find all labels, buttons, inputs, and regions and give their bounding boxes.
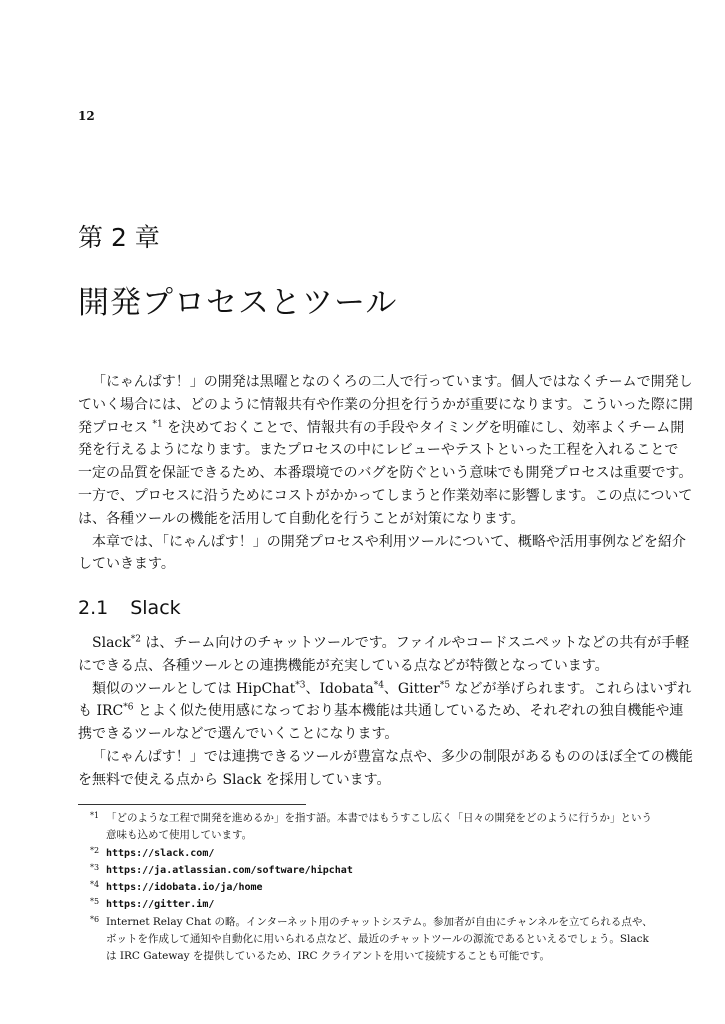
footnote-line [78, 896, 658, 913]
text-run: を決めておくことで、情報共有の手段やタイミングを明確にし、効率よくチーム開 [162, 419, 685, 436]
footnote-ref[interactable]: *4 [373, 679, 384, 690]
footnote-url[interactable]: https://idobata.io/ja/home [106, 882, 263, 894]
footnote-ref[interactable]: *3 [295, 679, 306, 690]
chapter-label: 第 2 章 [78, 223, 160, 252]
footnote-mark: *6 [90, 914, 100, 924]
footnote-text: は IRC Gateway を提供しているため、IRC クライアントを用いて接続することも可能です。 [106, 950, 550, 963]
text-run: などが挙げられます。これらはいずれ [450, 680, 692, 697]
text-line [78, 723, 650, 746]
footnote-url[interactable]: https://slack.com/ [106, 847, 215, 859]
footnote-line [78, 862, 658, 879]
footnote-mark: *2 [90, 845, 100, 855]
footnote-line [78, 931, 658, 948]
footnote-mark: *1 [90, 811, 100, 820]
text-run: 発を行えるようになります。またプロセスの中にレビューやテストといった工程を入れることで [78, 442, 679, 459]
page-number: 12 [78, 109, 95, 123]
footnotes [78, 810, 658, 966]
footnote-text: 意味も込めて使用しています。 [106, 829, 253, 842]
footnote-rule [78, 804, 306, 805]
footnote-line [78, 879, 658, 896]
text-line [78, 371, 693, 394]
text-run: ていく場合には、どのように情報共有や作業の分担を行うかが重要になります。こういった際に開 [78, 396, 693, 413]
text-run: 一方で、プロセスに沿うためにコストがかかってしまうと作業効率に影響します。この点について [78, 487, 693, 504]
text-line [78, 632, 690, 655]
footnote-text: Internet Relay Chat の略。インターネット用のチャットシステム。参加者が自由にチャンネルを立てられる点や、 [106, 915, 653, 928]
text-line [78, 769, 650, 792]
text-run: 類似のツールとしては HipChat [92, 680, 296, 697]
section-number: 2.1 [78, 597, 109, 619]
text-line [78, 439, 679, 462]
footnote-text: ボットを作成して通知や自動化に用いられる点など、最近のチャットツールの源流であるといえるでしょう。Slack [106, 933, 649, 946]
text-line [78, 485, 693, 508]
chapter-title: 開発プロセスとツール [78, 285, 398, 321]
text-line [78, 700, 684, 723]
text-run: も IRC [78, 703, 124, 720]
section-heading [78, 597, 203, 619]
slack-paragraphs [78, 632, 693, 792]
text-run: は、各種ツールの機能を活用して自動化を行うことが対策になります。 [78, 510, 525, 527]
text-run: 一定の品質を保証できるため、本番環境でのバグを防ぐという意味でも開発プロセスは重要です。 [78, 465, 693, 482]
text-run: を無料で使える点から Slack を採用しています。 [78, 771, 391, 788]
text-run: 本章では、「にゃんぱす！」の開発プロセスや利用ツールについて、概略や活用事例などを紹介 [92, 533, 686, 550]
text-line [78, 553, 650, 576]
footnote-line [78, 810, 658, 827]
footnote-text: 「どのような工程で開発を進めるか」を指す語。本書ではもうすこし広く「日々の開発をどのように行うか」という [106, 812, 652, 824]
text-run: 、Gitter [383, 680, 440, 697]
footnote-url[interactable]: https://gitter.im/ [106, 899, 215, 911]
text-line [78, 678, 692, 701]
section-title: Slack [130, 597, 181, 619]
footnote-url[interactable]: https://ja.atlassian.com/software/hipchat [106, 864, 353, 876]
footnote-mark: *4 [90, 880, 100, 890]
text-line [78, 462, 693, 485]
footnote-line [78, 827, 658, 844]
text-line [78, 655, 650, 678]
text-run: Slack [92, 635, 131, 651]
footnote-line [78, 845, 658, 862]
footnote-mark: *3 [90, 862, 100, 872]
text-run: にできる点、各種ツールとの連携機能が充実している点などが特徴となっています。 [78, 657, 609, 674]
text-run: 、Idobata [305, 680, 374, 697]
footnote-line [78, 914, 658, 931]
footnote-ref[interactable]: *6 [123, 702, 134, 713]
footnote-mark: *5 [90, 897, 100, 907]
intro-paragraphs [78, 371, 693, 576]
footnote-ref[interactable]: *5 [439, 679, 451, 690]
text-run: とよく似た使用感になっており基本機能は共通しているため、それぞれの独自機能や連 [133, 703, 684, 720]
text-line [78, 417, 685, 440]
text-line [78, 746, 693, 769]
text-run: は、チーム向けのチャットツールです。ファイルやコードスニペットなどの共有が手軽 [140, 635, 690, 651]
footnote-line [78, 948, 658, 965]
text-line [78, 531, 686, 554]
text-run: していきます。 [78, 556, 175, 573]
footnote-ref[interactable]: *1 [152, 418, 163, 429]
footnote-ref[interactable]: *2 [130, 634, 141, 645]
text-run: 発プロセス [78, 419, 153, 436]
text-run: 「にゃんぱす！」では連携できるツールが豊富な点や、多少の制限があるもののほぼ全ての機能 [92, 748, 693, 765]
text-run: 携できるツールなどで選んでいくことになります。 [78, 726, 399, 743]
text-run: 「にゃんぱす！」の開発は黒曜となのくろの二人で行っています。個人ではなくチームで開発し [92, 374, 693, 390]
text-line [78, 394, 693, 417]
text-line [78, 508, 650, 531]
